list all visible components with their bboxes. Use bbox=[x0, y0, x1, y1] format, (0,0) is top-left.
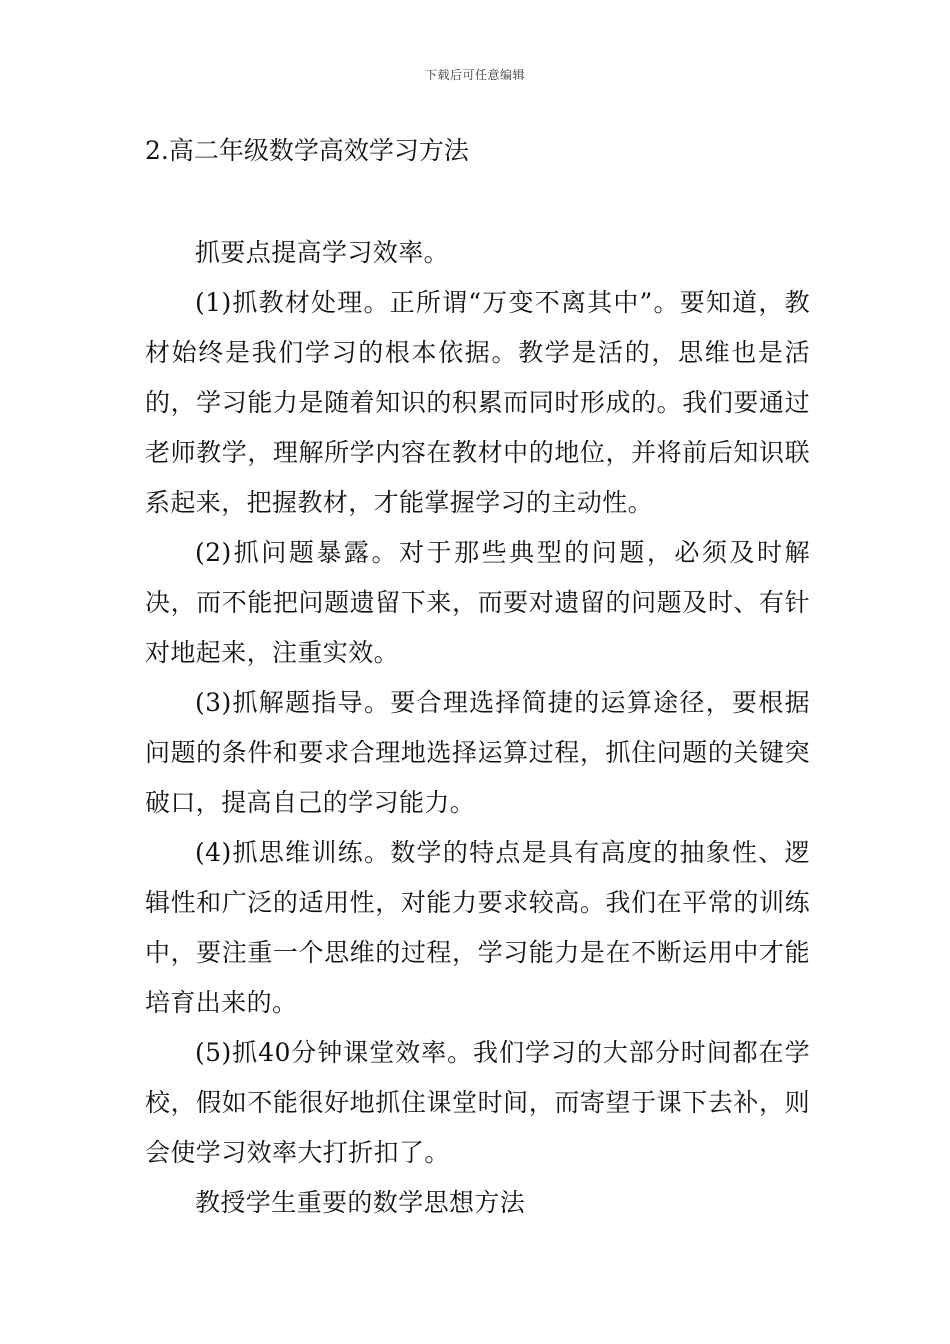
document-body bbox=[145, 128, 810, 1228]
paragraph-2: (2)抓问题暴露。对于那些典型的问题，必须及时解决，而不能把问题遗留下来，而要对遗留的问题及时、有针对地起来，注重实效。 bbox=[145, 538, 810, 667]
document-title: 2.高二年级数学高效学习方法 bbox=[145, 136, 469, 165]
paragraph-1: (1)抓教材处理。正所谓“万变不离其中”。要知道，教材始终是我们学习的根本依据。教学是活的，思维也是活的，学习能力是随着知识的积累而同时形成的。我们要通过老师教学，理解所学内容在教材中的地位，并将前后知识联系起来，把握教材，才能掌握学习的主动性。 bbox=[145, 288, 810, 517]
header-note: 下载后可任意编辑 bbox=[424, 68, 525, 82]
paragraph-3: (3)抓解题指导。要合理选择简捷的运算途径，要根据问题的条件和要求合理地选择运算过程，抓住问题的关键突破口，提高自己的学习能力。 bbox=[145, 688, 810, 817]
paragraph-closing: 教授学生重要的数学思想方法 bbox=[195, 1188, 526, 1217]
paragraph-4: (4)抓思维训练。数学的特点是具有高度的抽象性、逻辑性和广泛的适用性，对能力要求较高。我们在平常的训练中，要注重一个思维的过程，学习能力是在不断运用中才能培育出来的。 bbox=[145, 838, 810, 1017]
paragraph-5: (5)抓40分钟课堂效率。我们学习的大部分时间都在学校，假如不能很好地抓住课堂时间，而寄望于课下去补，则会使学习效率大打折扣了。 bbox=[145, 1038, 810, 1167]
paragraph-intro: 抓要点提高学习效率。 bbox=[195, 238, 450, 267]
